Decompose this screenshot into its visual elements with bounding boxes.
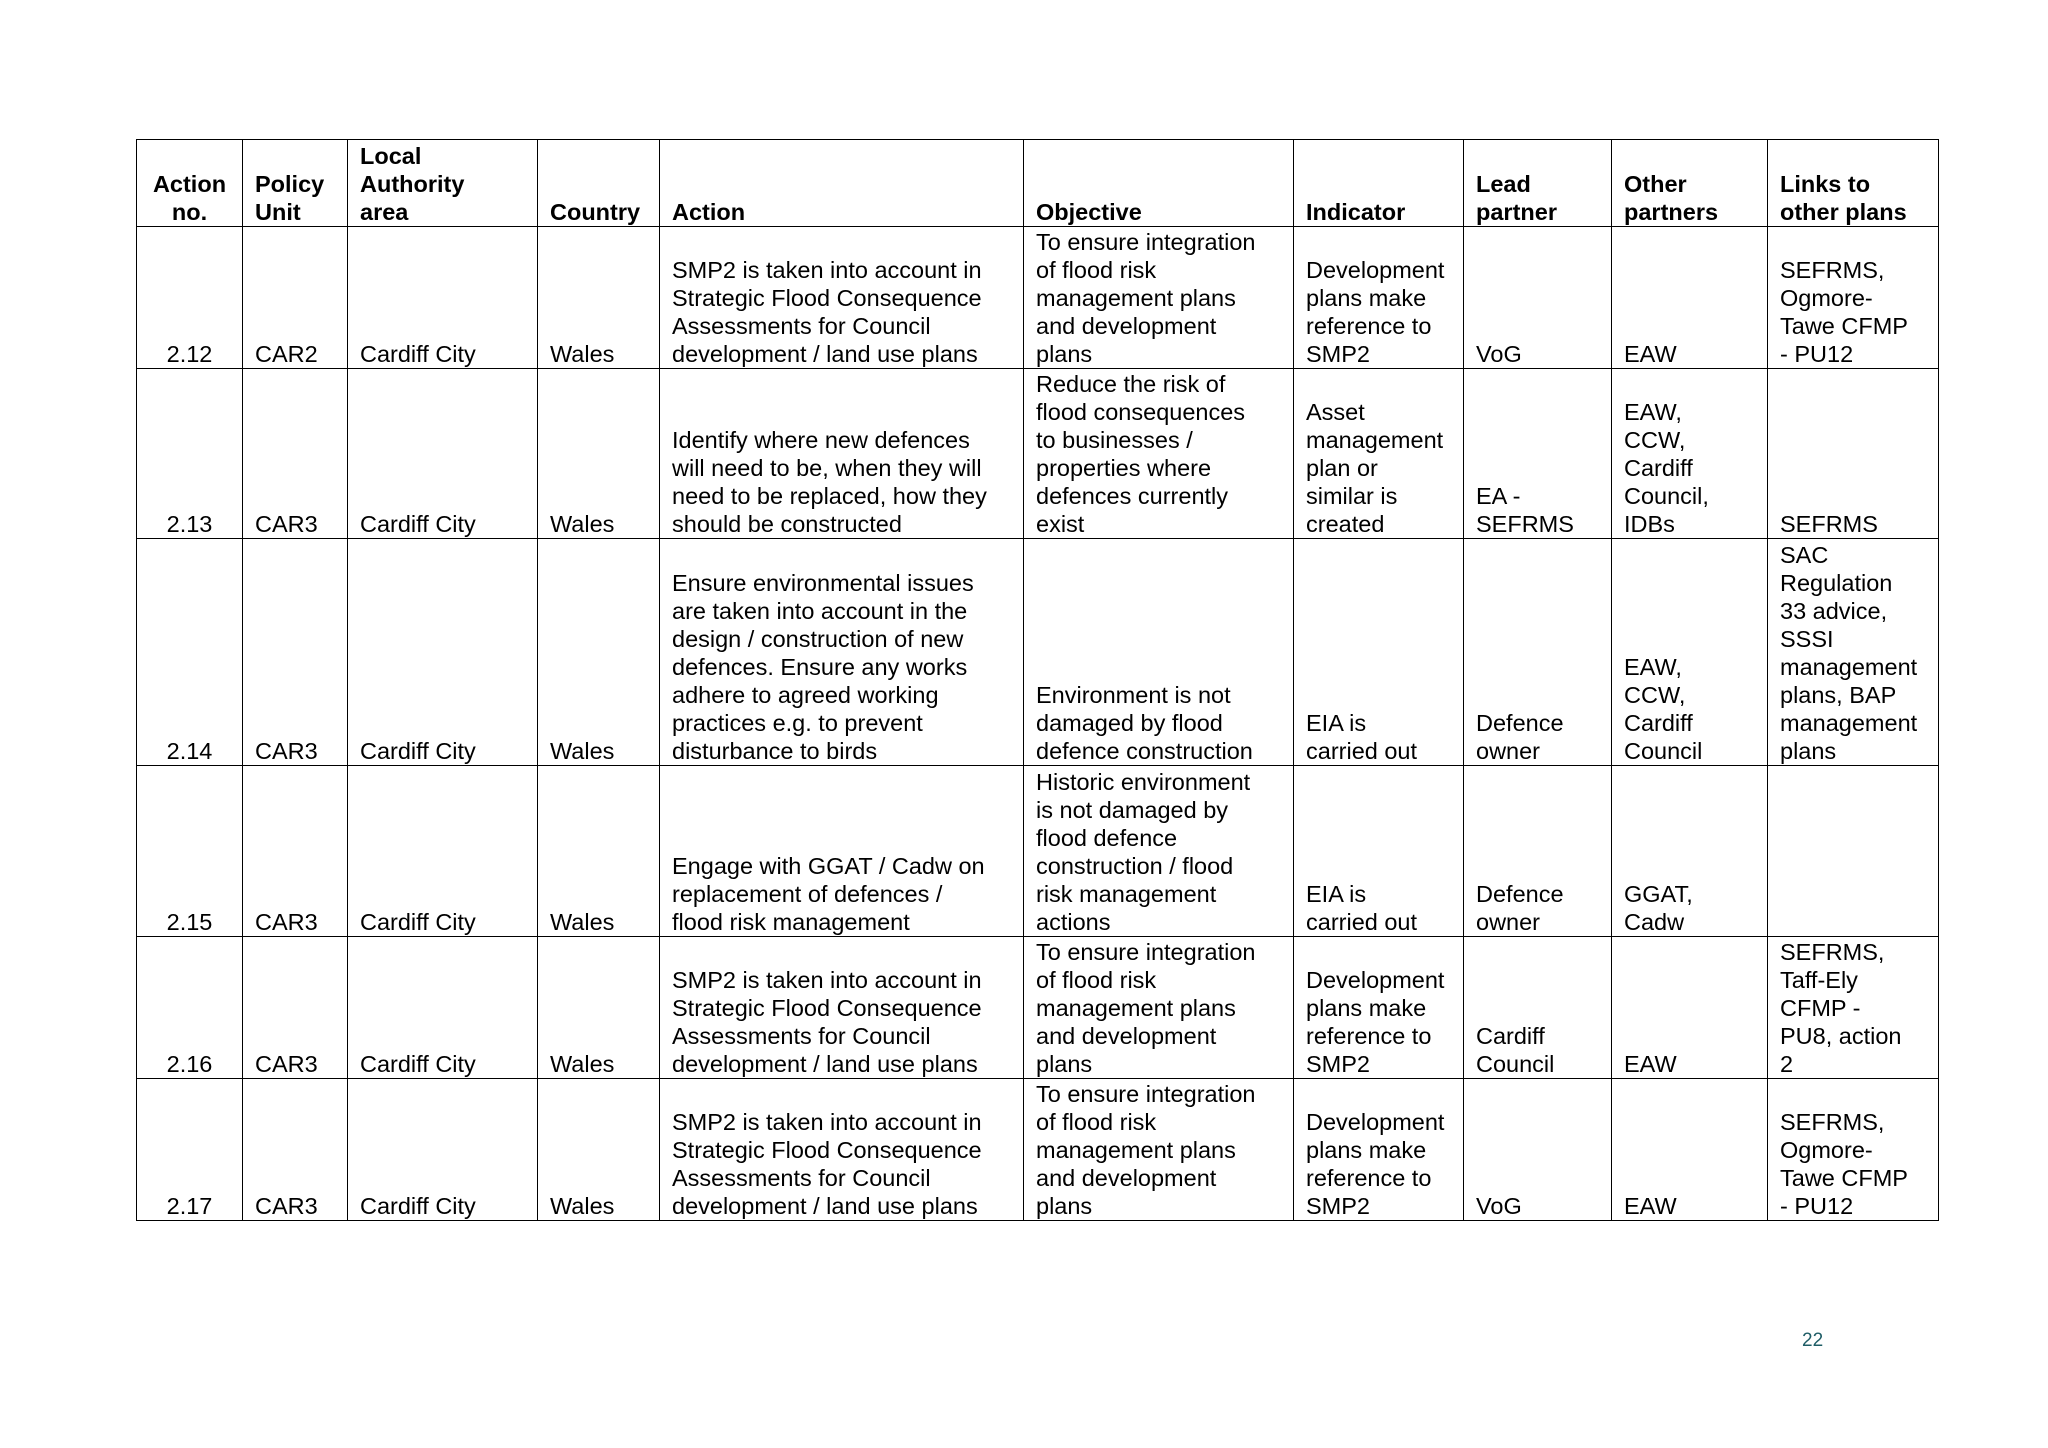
cell-text-line: Cardiff City (360, 511, 476, 537)
cell-text-line: Cardiff City (360, 1193, 476, 1219)
column-header-local-authority-area (348, 140, 538, 227)
table-row (137, 539, 1939, 766)
cell-text-line: Ogmore- (1780, 285, 1873, 311)
cell-text-line: EAW (1624, 1051, 1677, 1077)
cell-text-line: SSSI (1780, 626, 1834, 652)
header-text-line: Indicator (1306, 199, 1406, 225)
header-text-line: Links to (1780, 171, 1871, 197)
cell-policy-unit (243, 766, 348, 937)
cell-action (660, 539, 1024, 766)
cell-lead-partner (1464, 539, 1612, 766)
cell-text-line: EAW (1624, 341, 1677, 367)
cell-text-line: construction / flood (1036, 853, 1234, 879)
cell-text-line: owner (1476, 909, 1541, 935)
cell-text-line: design / construction of new (672, 626, 964, 652)
cell-text-line: Development (1306, 257, 1445, 283)
cell-text-line: SAC (1780, 542, 1829, 568)
cell-links-to-other-plans (1768, 937, 1939, 1079)
cell-text-line: flood consequences (1036, 399, 1246, 425)
cell-indicator (1294, 937, 1464, 1079)
cell-text-line: Strategic Flood Consequence (672, 1137, 982, 1163)
cell-text-line: Wales (550, 341, 615, 367)
header-text-line: other plans (1780, 199, 1907, 225)
cell-text-line: Development (1306, 1109, 1445, 1135)
cell-text-line: EIA is (1306, 710, 1367, 736)
cell-text-line: Asset (1306, 399, 1365, 425)
cell-text-line: PU8, action (1780, 1023, 1902, 1049)
cell-local-authority-area (348, 369, 538, 539)
cell-text-line: 33 advice, (1780, 598, 1888, 624)
cell-text-line: - PU12 (1780, 1193, 1854, 1219)
cell-text-line: Environment is not (1036, 682, 1231, 708)
cell-text-line: SEFRMS (1780, 511, 1878, 537)
cell-action (660, 227, 1024, 369)
cell-country (538, 766, 660, 937)
header-text-line: Authority (360, 171, 465, 197)
column-header-indicator (1294, 140, 1464, 227)
cell-links-to-other-plans (1768, 227, 1939, 369)
cell-country (538, 369, 660, 539)
cell-other-partners (1612, 937, 1768, 1079)
header-text-line: no. (171, 199, 208, 225)
cell-text-line: should be constructed (672, 511, 902, 537)
cell-text-line: EAW, (1624, 399, 1682, 425)
cell-links-to-other-plans (1768, 369, 1939, 539)
cell-text-line: plans (1036, 1193, 1093, 1219)
cell-text-line: Taff-Ely (1780, 967, 1858, 993)
column-header-lead-partner (1464, 140, 1612, 227)
cell-text-line: 2.17 (166, 1193, 213, 1219)
cell-other-partners (1612, 369, 1768, 539)
cell-local-authority-area (348, 937, 538, 1079)
cell-text-line: EAW (1624, 1193, 1677, 1219)
table-row (137, 227, 1939, 369)
cell-text-line: SMP2 (1306, 341, 1370, 367)
cell-policy-unit (243, 937, 348, 1079)
cell-text-line: and development (1036, 313, 1217, 339)
cell-text-line: risk management (1036, 881, 1217, 907)
cell-text-line: will need to be, when they will (672, 455, 982, 481)
cell-text-line: SEFRMS (1476, 511, 1574, 537)
cell-text-line: IDBs (1624, 511, 1675, 537)
cell-text-line: SEFRMS, (1780, 1109, 1885, 1135)
cell-text-line: 2.12 (166, 341, 213, 367)
action-plan-table (136, 139, 1939, 1221)
cell-text-line: disturbance to birds (672, 738, 878, 764)
cell-text-line: CAR3 (255, 1193, 318, 1219)
cell-text-line: Cardiff City (360, 341, 476, 367)
cell-text-line: Wales (550, 909, 615, 935)
cell-objective (1024, 227, 1294, 369)
table-row (137, 1079, 1939, 1221)
header-text-line: area (360, 199, 409, 225)
cell-policy-unit (243, 227, 348, 369)
cell-local-authority-area (348, 227, 538, 369)
cell-text-line: are taken into account in the (672, 598, 968, 624)
cell-text-line: management plans (1036, 995, 1236, 1021)
cell-action-no (137, 1079, 243, 1221)
cell-text-line: CAR2 (255, 341, 318, 367)
cell-action (660, 766, 1024, 937)
cell-text-line: plans (1780, 738, 1837, 764)
header-text-line: partners (1624, 199, 1719, 225)
cell-text-line: similar is (1306, 483, 1398, 509)
cell-text-line: Wales (550, 1193, 615, 1219)
cell-text-line: Wales (550, 738, 615, 764)
cell-text-line: reference to (1306, 1023, 1432, 1049)
cell-text-line: Council (1624, 738, 1703, 764)
column-header-action (660, 140, 1024, 227)
cell-text-line: Wales (550, 1051, 615, 1077)
cell-country (538, 937, 660, 1079)
cell-text-line: SMP2 is taken into account in (672, 1109, 982, 1135)
cell-text-line: 2.15 (166, 909, 213, 935)
cell-links-to-other-plans (1768, 1079, 1939, 1221)
cell-lead-partner (1464, 766, 1612, 937)
cell-text-line: management (1780, 654, 1918, 680)
header-text-line: Policy (255, 171, 325, 197)
cell-text-line: Cardiff City (360, 1051, 476, 1077)
cell-country (538, 227, 660, 369)
cell-local-authority-area (348, 766, 538, 937)
cell-text-line: created (1306, 511, 1385, 537)
table-row (137, 369, 1939, 539)
header-text-line: partner (1476, 199, 1557, 225)
cell-text-line: 2.13 (166, 511, 213, 537)
header-text-line: Country (550, 199, 641, 225)
column-header-action-no (137, 140, 243, 227)
cell-text-line: properties where (1036, 455, 1212, 481)
header-text-line: Local (360, 143, 422, 169)
cell-text-line: reference to (1306, 313, 1432, 339)
cell-other-partners (1612, 227, 1768, 369)
cell-text-line: of flood risk (1036, 257, 1157, 283)
cell-text-line: Council (1476, 1051, 1555, 1077)
cell-text-line: flood defence (1036, 825, 1178, 851)
column-header-other-partners (1612, 140, 1768, 227)
cell-indicator (1294, 1079, 1464, 1221)
cell-text-line: reference to (1306, 1165, 1432, 1191)
page-number: 22 (1802, 1330, 1824, 1351)
cell-text-line: CAR3 (255, 511, 318, 537)
cell-text-line: plan or (1306, 455, 1378, 481)
cell-text-line: SEFRMS, (1780, 257, 1885, 283)
cell-text-line: plans make (1306, 995, 1427, 1021)
cell-local-authority-area (348, 539, 538, 766)
cell-other-partners (1612, 539, 1768, 766)
cell-text-line: Identify where new defences (672, 427, 970, 453)
cell-text-line: Ogmore- (1780, 1137, 1873, 1163)
cell-action-no (137, 937, 243, 1079)
cell-action-no (137, 369, 243, 539)
cell-links-to-other-plans (1768, 766, 1939, 937)
table-header-row (137, 140, 1939, 227)
cell-text-line: Cardiff City (360, 738, 476, 764)
cell-text-line: development / land use plans (672, 1193, 978, 1219)
cell-lead-partner (1464, 227, 1612, 369)
cell-text-line: management plans (1036, 285, 1236, 311)
cell-text-line: of flood risk (1036, 967, 1157, 993)
cell-text-line: carried out (1306, 738, 1418, 764)
cell-text-line: Wales (550, 511, 615, 537)
cell-other-partners (1612, 1079, 1768, 1221)
cell-text-line: flood risk management (672, 909, 910, 935)
cell-policy-unit (243, 369, 348, 539)
cell-lead-partner (1464, 369, 1612, 539)
cell-text-line: CFMP - (1780, 995, 1861, 1021)
cell-text-line: CAR3 (255, 1051, 318, 1077)
cell-text-line: To ensure integration (1036, 939, 1256, 965)
cell-action (660, 1079, 1024, 1221)
cell-action-no (137, 766, 243, 937)
column-header-policy-unit (243, 140, 348, 227)
cell-text-line: of flood risk (1036, 1109, 1157, 1135)
cell-text-line: Cardiff (1624, 710, 1693, 736)
cell-text-line: GGAT, (1624, 881, 1693, 907)
cell-text-line: plans, BAP (1780, 682, 1897, 708)
cell-text-line: 2 (1780, 1051, 1794, 1077)
cell-text-line: exist (1036, 511, 1085, 537)
cell-action-no (137, 227, 243, 369)
cell-objective (1024, 766, 1294, 937)
cell-text-line: management (1780, 710, 1918, 736)
cell-text-line: SMP2 (1306, 1051, 1370, 1077)
cell-indicator (1294, 766, 1464, 937)
cell-text-line: Cardiff City (360, 909, 476, 935)
cell-text-line: carried out (1306, 909, 1418, 935)
cell-links-to-other-plans (1768, 539, 1939, 766)
cell-text-line: development / land use plans (672, 341, 978, 367)
header-text-line: Lead (1476, 171, 1531, 197)
cell-text-line: Cardiff (1624, 455, 1693, 481)
cell-action (660, 937, 1024, 1079)
cell-text-line: practices e.g. to prevent (672, 710, 923, 736)
cell-text-line: Engage with GGAT / Cadw on (672, 853, 985, 879)
cell-text-line: SMP2 (1306, 1193, 1370, 1219)
cell-text-line: CAR3 (255, 738, 318, 764)
cell-text-line: management (1306, 427, 1444, 453)
cell-indicator (1294, 227, 1464, 369)
cell-action (660, 369, 1024, 539)
cell-text-line: is not damaged by (1036, 797, 1229, 823)
cell-text-line: 2.14 (166, 738, 213, 764)
cell-text-line: Defence (1476, 710, 1564, 736)
cell-lead-partner (1464, 937, 1612, 1079)
cell-text-line: Defence (1476, 881, 1564, 907)
cell-text-line: Reduce the risk of (1036, 371, 1226, 397)
cell-text-line: Strategic Flood Consequence (672, 285, 982, 311)
table-row (137, 937, 1939, 1079)
cell-text-line: 2.16 (166, 1051, 213, 1077)
cell-country (538, 539, 660, 766)
header-text-line: Unit (255, 199, 301, 225)
cell-lead-partner (1464, 1079, 1612, 1221)
cell-text-line: Tawe CFMP (1780, 1165, 1908, 1191)
header-text-line: Objective (1036, 199, 1142, 225)
header-text-line: Action (672, 199, 746, 225)
table-body (137, 227, 1939, 1221)
cell-text-line: SMP2 is taken into account in (672, 967, 982, 993)
header-text-line: Other (1624, 171, 1687, 197)
cell-objective (1024, 1079, 1294, 1221)
header-text-line: Action (152, 171, 227, 197)
cell-text-line: CAR3 (255, 909, 318, 935)
cell-local-authority-area (348, 1079, 538, 1221)
cell-text-line: and development (1036, 1165, 1217, 1191)
cell-text-line: Historic environment (1036, 769, 1251, 795)
cell-text-line: Strategic Flood Consequence (672, 995, 982, 1021)
cell-text-line: VoG (1476, 341, 1522, 367)
cell-policy-unit (243, 1079, 348, 1221)
cell-text-line: VoG (1476, 1193, 1522, 1219)
cell-text-line: Development (1306, 967, 1445, 993)
cell-text-line: defences currently (1036, 483, 1229, 509)
cell-text-line: plans make (1306, 285, 1427, 311)
cell-objective (1024, 937, 1294, 1079)
cell-text-line: management plans (1036, 1137, 1236, 1163)
cell-text-line: SEFRMS, (1780, 939, 1885, 965)
cell-other-partners (1612, 766, 1768, 937)
cell-objective (1024, 539, 1294, 766)
cell-text-line: to businesses / (1036, 427, 1193, 453)
cell-text-line: - PU12 (1780, 341, 1854, 367)
cell-objective (1024, 369, 1294, 539)
cell-text-line: Cadw (1624, 909, 1685, 935)
cell-text-line: adhere to agreed working (672, 682, 939, 708)
table-row (137, 766, 1939, 937)
cell-text-line: plans (1036, 1051, 1093, 1077)
cell-indicator (1294, 369, 1464, 539)
cell-text-line: Ensure environmental issues (672, 570, 974, 596)
column-header-country (538, 140, 660, 227)
cell-text-line: Regulation (1780, 570, 1893, 596)
cell-text-line: need to be replaced, how they (672, 483, 987, 509)
cell-text-line: actions (1036, 909, 1111, 935)
cell-text-line: Cardiff (1476, 1023, 1545, 1049)
cell-text-line: Tawe CFMP (1780, 313, 1908, 339)
cell-text-line: SMP2 is taken into account in (672, 257, 982, 283)
cell-indicator (1294, 539, 1464, 766)
cell-text-line: EA - (1476, 483, 1521, 509)
cell-action-no (137, 539, 243, 766)
cell-text-line: EAW, (1624, 654, 1682, 680)
cell-text-line: Council, (1624, 483, 1709, 509)
cell-text-line: Assessments for Council (672, 313, 931, 339)
column-header-objective (1024, 140, 1294, 227)
cell-text-line: Assessments for Council (672, 1165, 931, 1191)
cell-text-line: To ensure integration (1036, 229, 1256, 255)
cell-country (538, 1079, 660, 1221)
cell-text-line: plans make (1306, 1137, 1427, 1163)
cell-text-line: damaged by flood (1036, 710, 1223, 736)
cell-policy-unit (243, 539, 348, 766)
cell-text-line: EIA is (1306, 881, 1367, 907)
column-header-links-to-other-plans (1768, 140, 1939, 227)
cell-text-line: CCW, (1624, 682, 1686, 708)
cell-text-line: CCW, (1624, 427, 1686, 453)
cell-text-line: owner (1476, 738, 1541, 764)
cell-text-line: and development (1036, 1023, 1217, 1049)
cell-text-line: To ensure integration (1036, 1081, 1256, 1107)
cell-text-line: Assessments for Council (672, 1023, 931, 1049)
cell-text-line: defence construction (1036, 738, 1253, 764)
cell-text-line: plans (1036, 341, 1093, 367)
cell-text-line: defences. Ensure any works (672, 654, 968, 680)
cell-text-line: development / land use plans (672, 1051, 978, 1077)
cell-text-line: replacement of defences / (672, 881, 943, 907)
